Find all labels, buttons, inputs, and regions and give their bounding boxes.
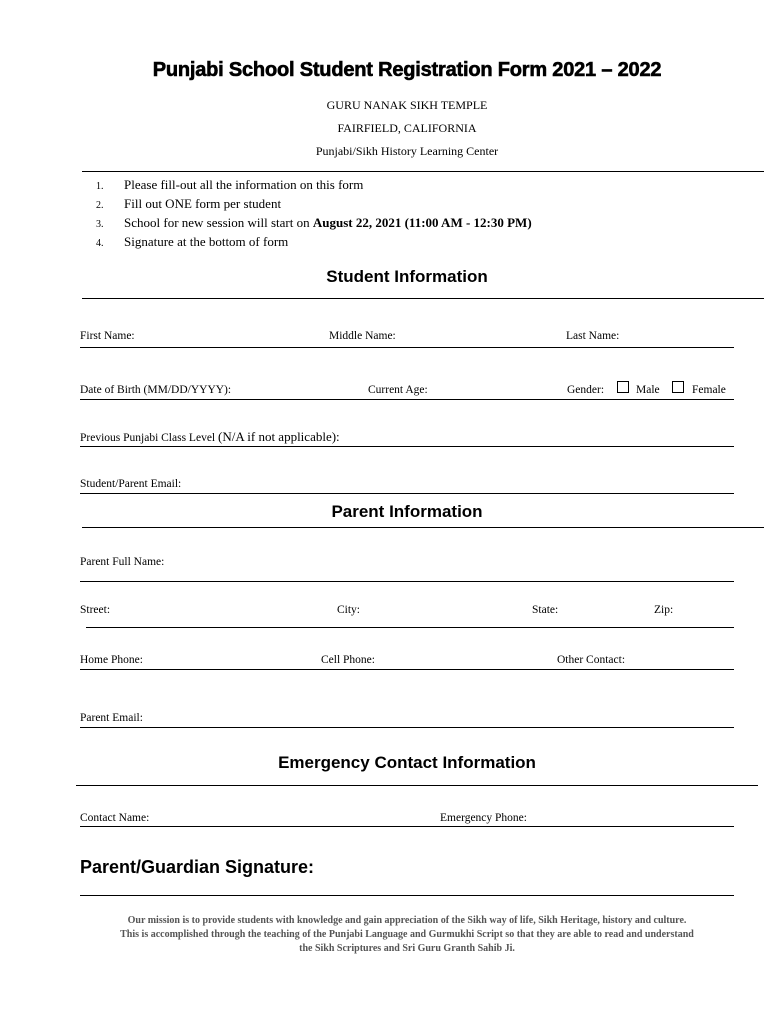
emergency-info-heading: Emergency Contact Information: [278, 753, 536, 772]
instruction-item: 1. Please fill-out all the information on this form: [96, 177, 364, 192]
signature-field-line[interactable]: [80, 895, 734, 896]
prev-level-field-line[interactable]: [80, 446, 734, 447]
male-label: Male: [636, 384, 660, 396]
emergency-field-line[interactable]: [80, 826, 734, 827]
last-name-label: Last Name:: [566, 330, 620, 342]
current-age-label: Current Age:: [368, 384, 428, 396]
city-label: City:: [337, 604, 361, 616]
zip-label: Zip:: [654, 604, 674, 616]
first-name-label: First Name:: [80, 330, 135, 342]
parent-rule: [82, 527, 764, 528]
dob-label: Date of Birth (MM/DD/YYYY):: [80, 384, 232, 396]
parent-email-label: Parent Email:: [80, 712, 143, 724]
parent-info-heading: Parent Information: [331, 502, 483, 521]
center-name: Punjabi/Sikh History Learning Center: [315, 144, 499, 158]
form-title: Punjabi School Student Registration Form 2021 – 2022: [152, 59, 662, 81]
gender-label: Gender:: [567, 384, 605, 396]
male-checkbox[interactable]: [617, 381, 629, 393]
street-label: Street:: [80, 604, 111, 616]
emergency-phone-label: Emergency Phone:: [440, 812, 527, 824]
student-email-label: Student/Parent Email:: [80, 478, 182, 490]
temple-name: GURU NANAK SIKH TEMPLE: [326, 98, 488, 112]
student-info-heading: Student Information: [326, 267, 488, 286]
female-checkbox[interactable]: [672, 381, 684, 393]
temple-location: FAIRFIELD, CALIFORNIA: [337, 121, 477, 135]
instruction-item: 3. School for new session will start on August 22, 2021 (11:00 AM - 12:30 PM): [96, 214, 532, 233]
phone-field-line[interactable]: [80, 669, 734, 670]
mission-statement: Our mission is to provide students with knowledge and gain appreciation of the Sikh way of life, Sikh Heritage, history and culture. This is accomplished through the teaching of the Punjabi Language and Gurmukhi Script so that they are able to read and understand the Sikh Scriptures and Sri Guru Granth Sahib Ji.: [120, 915, 694, 954]
student-rule: [82, 298, 764, 299]
student-email-field-line[interactable]: [80, 493, 734, 494]
name-field-line[interactable]: [80, 347, 734, 348]
female-label: Female: [692, 384, 726, 396]
state-label: State:: [532, 604, 559, 616]
parent-name-label: Parent Full Name:: [80, 556, 165, 568]
address-field-line[interactable]: [86, 627, 734, 628]
home-phone-label: Home Phone:: [80, 654, 143, 666]
session-start-date: August 22, 2021 (11:00 AM - 12:30 PM): [312, 215, 532, 230]
prev-level-label: Previous Punjabi Class Level (N/A if not applicable):: [80, 429, 340, 444]
cell-phone-label: Cell Phone:: [321, 654, 375, 666]
other-contact-label: Other Contact:: [557, 654, 626, 666]
signature-heading: Parent/Guardian Signature:: [80, 857, 315, 877]
instructions-list: [96, 176, 532, 252]
middle-name-label: Middle Name:: [329, 330, 396, 342]
instruction-item: 2. Fill out ONE form per student: [96, 196, 282, 211]
header-rule: [82, 171, 764, 172]
parent-name-field-line[interactable]: [80, 581, 734, 582]
dob-field-line[interactable]: [80, 399, 734, 400]
parent-email-field-line[interactable]: [80, 727, 734, 728]
emergency-rule: [76, 785, 758, 786]
instruction-item: 4. Signature at the bottom of form: [96, 234, 289, 249]
contact-name-label: Contact Name:: [80, 812, 150, 824]
